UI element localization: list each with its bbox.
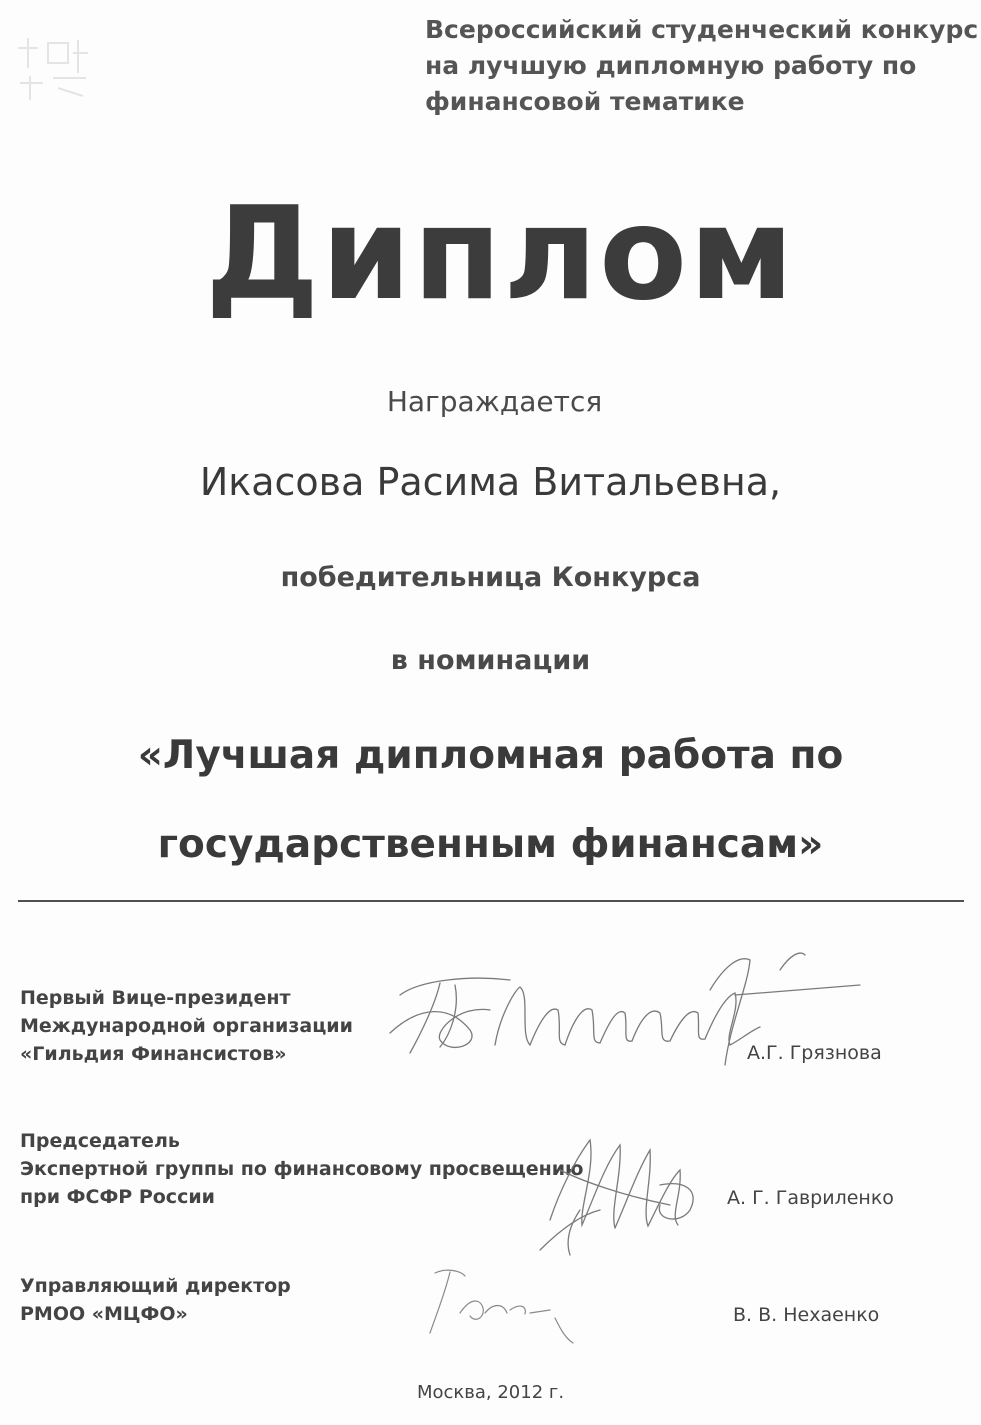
competition-header <box>425 12 979 120</box>
signatory-2-line-2: Экспертной группы по финансовому просвещению <box>20 1158 584 1180</box>
awarded-label: Награждается <box>386 385 603 418</box>
signatory-2-line-3: при ФСФР России <box>20 1186 215 1208</box>
faint-scan-mark <box>8 28 98 108</box>
winner-label: победительница Конкурса <box>280 562 701 593</box>
signatory-1-line-1: Первый Вице-президент <box>20 987 291 1009</box>
nomination-title-line-2: государственным финансам» <box>157 822 824 867</box>
signatory-2-position <box>20 1127 584 1211</box>
signatory-3-line-1: Управляющий директор <box>20 1275 291 1297</box>
nomination-title-line-1: «Лучшая дипломная работа по <box>137 733 844 778</box>
signatory-1-line-3: «Гильдия Финансистов» <box>20 1043 287 1065</box>
signatory-3-line-2: РМОО «МЦФО» <box>20 1303 188 1325</box>
signatory-1-position <box>20 984 353 1068</box>
header-line-1: Всероссийский студенческий конкурс <box>425 15 979 44</box>
nomination-label: в номинации <box>390 645 591 676</box>
header-line-3: финансовой тематике <box>425 87 745 116</box>
recipient-name: Икасова Расима Витальевна, <box>199 460 782 504</box>
signatory-2-name: А. Г. Гавриленко <box>727 1187 894 1209</box>
signatory-3-name: В. В. Нехаенко <box>733 1304 880 1326</box>
footer-place-date: Москва, 2012 г. <box>416 1382 565 1403</box>
signatory-1-line-2: Международной организации <box>20 1015 353 1037</box>
signatory-1-name: А.Г. Грязнова <box>747 1042 882 1064</box>
diploma-title: Диплом <box>205 180 796 329</box>
divider-line <box>18 900 964 902</box>
signatory-2-line-1: Председатель <box>20 1130 180 1152</box>
signature-3 <box>415 1258 595 1348</box>
signatory-3-position <box>20 1272 291 1328</box>
header-line-2: на лучшую дипломную работу по <box>425 51 917 80</box>
